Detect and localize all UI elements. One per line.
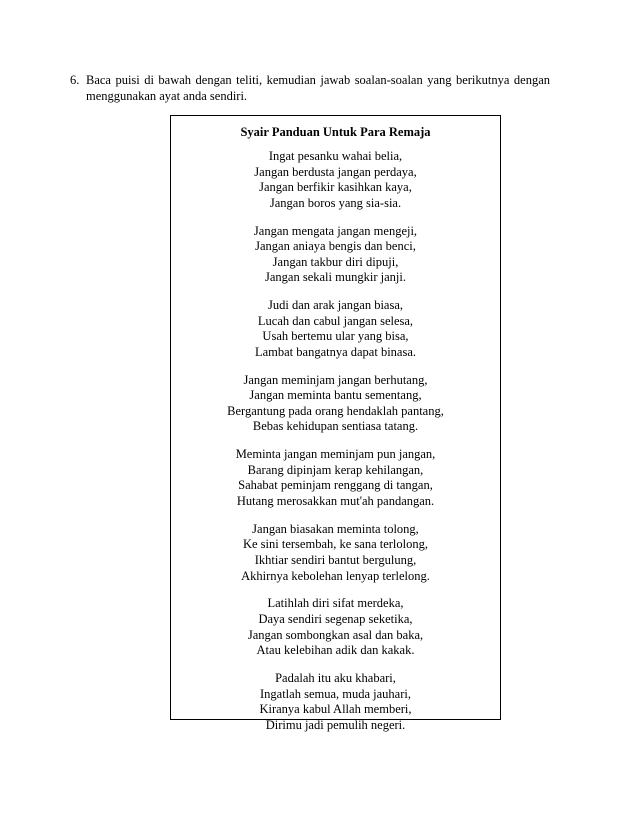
poem-title: Syair Panduan Untuk Para Remaja [240, 125, 431, 139]
poem-line: Akhirnya kebolehan lenyap terlelong. [241, 568, 430, 583]
poem-stanza [171, 596, 500, 658]
poem-line: Lucah dan cabul jangan selesa, [257, 313, 414, 328]
poem-line: Jangan aniaya bengis dan benci, [255, 239, 416, 254]
poem-line: Usah bertemu ular yang bisa, [262, 329, 409, 344]
poem-stanza [171, 373, 500, 435]
poem-line: Judi dan arak jangan biasa, [267, 298, 404, 313]
poem-line: Latihlah diri sifat merdeka, [267, 596, 404, 611]
poem-line: Bergantung pada orang hendaklah pantang, [227, 403, 444, 418]
poem-line: Jangan meminjam jangan berhutang, [243, 372, 428, 387]
poem-line: Ingat pesanku wahai belia, [268, 149, 403, 163]
poem-stanza [171, 522, 500, 584]
poem-stanzas [171, 149, 500, 746]
poem-line: Jangan takbur diri dipuji, [272, 254, 399, 269]
question-instruction-line-1: Baca puisi di bawah dengan teliti, kemudian jawab soalan-soalan yang berikutnya dengan [86, 73, 550, 87]
poem-box [170, 115, 501, 732]
question-6 [70, 72, 550, 104]
poem-line: Ke sini tersembah, ke sana terlolong, [242, 537, 429, 552]
poem-line: Jangan berdusta jangan perdaya, [254, 164, 417, 179]
poem-line: Daya sendiri segenap seketika, [258, 611, 413, 626]
poem-line: Jangan berfikir kasihkan kaya, [259, 180, 412, 195]
poem-stanza [171, 224, 500, 286]
poem-stanza [171, 149, 500, 211]
poem-line: Jangan sombongkan asal dan baka, [247, 627, 424, 642]
poem-line: Ikhtiar sendiri bantut bergulung, [254, 553, 417, 567]
poem-line: Meminta jangan meminjam pun jangan, [235, 447, 436, 462]
poem-line: Kiranya kabul Allah memberi, [259, 702, 412, 717]
poem-line: Jangan meminta bantu sementang, [249, 388, 422, 403]
question-line-1 [70, 72, 550, 88]
poem-line: Jangan mengata jangan mengeji, [253, 223, 418, 238]
poem-stanza [171, 447, 500, 509]
poem-line: Barang dipinjam kerap kehilangan, [247, 462, 424, 477]
poem-line: Lambat bangatnya dapat binasa. [254, 344, 417, 359]
question-instruction-line-2: menggunakan ayat anda sendiri. [86, 89, 248, 103]
poem-line: Hutang merosakkan mut'ah pandangan. [236, 494, 435, 509]
poem-line: Atau kelebihan adik dan kakak. [256, 643, 415, 658]
poem-stanza [171, 298, 500, 360]
poem-line: Jangan biasakan meminta tolong, [252, 521, 419, 536]
poem-line: Jangan sekali mungkir janji. [265, 270, 406, 285]
question-number: 6. [70, 73, 80, 87]
poem-line: Ingatlah semua, muda jauhari, [260, 686, 411, 701]
poem-line: Sahabat peminjam renggang di tangan, [238, 478, 433, 493]
poem-line: Jangan boros yang sia-sia. [269, 195, 402, 210]
poem-stanza [171, 671, 500, 733]
poem-line: Dirimu jadi pemulih negeri. [265, 717, 406, 732]
poem-line: Bebas kehidupan sentiasa tatang. [252, 419, 419, 434]
poem-line: Padalah itu aku khabari, [275, 670, 396, 685]
